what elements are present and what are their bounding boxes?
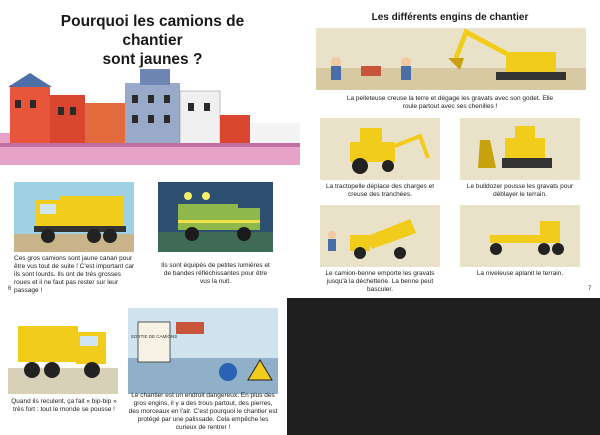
caption-niveleuse: La niveleuse aplanit le terrain. bbox=[476, 270, 564, 277]
grader-illustration bbox=[460, 205, 580, 267]
yellow-truck-illustration bbox=[14, 182, 134, 252]
fold-out-flap bbox=[0, 298, 287, 435]
caption-lights: Ils sont équipés de petites lumières et de bandes réfléchissantes pour être vus la nuit. bbox=[161, 262, 270, 285]
town-illustration bbox=[0, 55, 300, 165]
caption-camion-benne: Le camion-benne emporte les gravats jusqu'à la déchetterie. La benne peut basculer. bbox=[325, 270, 435, 293]
caption-palissade: Le chantier est un endroit dangereux. En plus des gros engins, il y a des trous partout, des pierres, des morceaux en l'air. C'est pourquoi le chantier est protégé par une palissade. Cela empêche les curieux de rentrer ! bbox=[128, 392, 278, 431]
excavator-illustration bbox=[316, 28, 586, 90]
caption-visibility: Ces gros camions sont jaune canari pour être vus tout de suite ! C'est important car ils sont lourds. Ils ont de très grosses roues et il ne faut pas rester sur leur passage ! bbox=[14, 255, 135, 294]
caption-pelleteuse: La pelleteuse creuse la terre et dégage les gravats avec son godet. Elle roule partout avec ses chenilles ! bbox=[346, 95, 554, 110]
page-number-left: 6 bbox=[8, 286, 12, 292]
reversing-truck-illustration bbox=[8, 308, 118, 394]
caption-tractopelle: La tractopelle déplace des charges et creuse des tranchées. bbox=[325, 183, 435, 198]
left-page bbox=[0, 0, 300, 298]
night-truck-illustration bbox=[158, 182, 273, 252]
title-line-2: sont jaunes ? bbox=[102, 51, 203, 68]
dump-truck-illustration bbox=[320, 205, 440, 267]
caption-bulldozer: Le bulldozer pousse les gravats pour déblayer le terrain. bbox=[466, 183, 574, 198]
backhoe-illustration bbox=[320, 118, 440, 180]
fence-illustration bbox=[128, 308, 278, 394]
exit-sign-text: SORTIE DE CAMIONS bbox=[130, 334, 178, 339]
right-page bbox=[300, 0, 600, 298]
page-number-right: 7 bbox=[588, 286, 592, 292]
bulldozer-illustration bbox=[460, 118, 580, 180]
right-page-title: Les différents engins de chantier bbox=[371, 12, 529, 23]
caption-bip-bip: Quand ils reculent, ça fait « bip-bip » très fort : tout le monde se pousse ! bbox=[11, 398, 117, 413]
title-line-1: Pourquoi les camions de chantier bbox=[60, 13, 245, 49]
